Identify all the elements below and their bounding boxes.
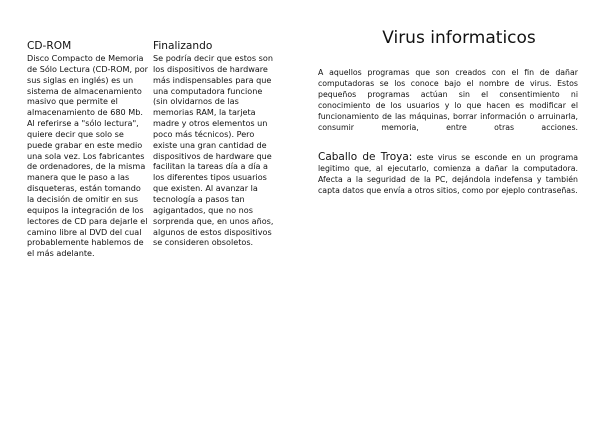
cdrom-column bbox=[27, 40, 152, 259]
cdrom-heading: CD-ROM bbox=[27, 40, 72, 52]
page-title: Virus informaticos bbox=[382, 28, 536, 48]
cdrom-body: Disco Compacto de Memoria de Sólo Lectura (CD-ROM, por sus siglas en inglés) es un sistema de almacenamiento masivo que permite el almacenamiento de 680 Mb. Al referirse a "sólo lectura", quiere decir que solo se puede grabar en este medio una sola vez. Los fabricantes de ordenadores, de la misma manera que le paso a las disqueteras, están tomando la decisión de omitir en sus equipos la integración de los lectores de CD para dejarle el camino libre al DVD del cual probablemente hablemos de el más adelante. bbox=[27, 53, 149, 259]
troya-text: este virus se esconde en un programa legitimo que, al ejecutarlo, comienza a dañar la computadora. Afecta a la seguridad de la PC, dejándola indefensa y también capta datos que envía a otros sitios, como por ejeplo contraseñas. bbox=[318, 153, 578, 195]
troya-label: Caballo de Troya: bbox=[318, 151, 413, 163]
finalizando-column bbox=[153, 40, 283, 248]
virus-panel bbox=[318, 26, 578, 196]
finalizando-body: Se podría decir que estos son los dispositivos de hardware más indispensables para que una computadora funcione (sin olvidarnos de las memorias RAM, la tarjeta madre y otros elementos un poco más técnicos). Pero existe una gran cantidad de dispositivos de hardware que facilitan la tareas día a día a los diferentes tipos usuarios que existen. Al avanzar la tecnología a pasos tan agigantados, que no nos sorprenda que, en unos años, algunos de estos dispositivos se consideren obsoletos. bbox=[153, 53, 274, 248]
finalizando-heading: Finalizando bbox=[153, 40, 213, 52]
troya-paragraph bbox=[318, 152, 578, 196]
virus-intro-paragraph: A aquellos programas que son creados con el fin de dañar computadoras se los conoce bajo el nombre de virus. Estos pequeños programas actúan sin el consentimiento ni conocimiento de los usuarios y lo que hacen es modificar el funcionamiento de las máquinas, borrar información o arruinarla, consumir memoria, entre otras acciones. bbox=[318, 68, 578, 132]
